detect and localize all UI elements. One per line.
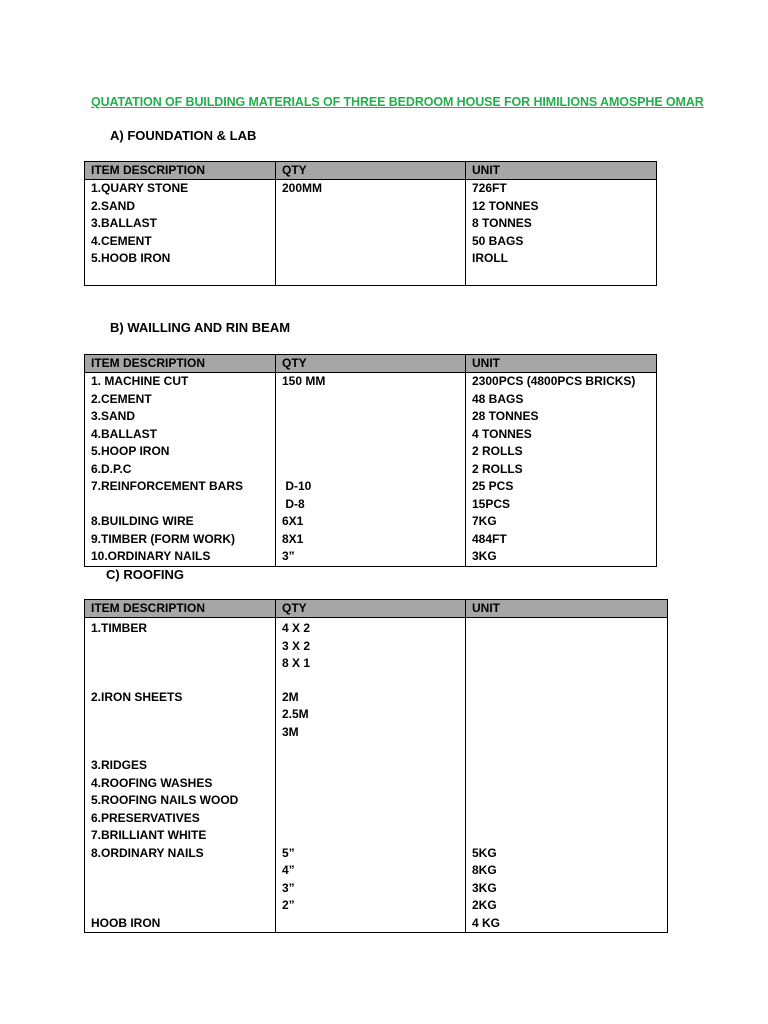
item-column — [85, 618, 276, 933]
unit-value: 7KG — [472, 514, 497, 528]
list-item: 1.TIMBER — [91, 621, 148, 635]
qty-value — [282, 461, 459, 479]
section-c-heading: C) ROOFING — [106, 567, 184, 582]
qty-value: 2” — [282, 898, 295, 912]
list-item: 9.TIMBER (FORM WORK) — [91, 531, 235, 546]
qty-column — [276, 180, 466, 286]
qty-value — [282, 426, 459, 444]
walling-table — [84, 354, 657, 567]
unit-value: IROLL — [472, 251, 508, 265]
list-item: 1. MACHINE CUT — [91, 374, 189, 388]
unit-value: 28 TONNES — [472, 409, 539, 423]
qty-value: 2.5M — [282, 707, 309, 721]
header-unit: UNIT — [466, 355, 657, 373]
list-item: 3.BALLAST — [91, 216, 157, 230]
list-item: 6.PRESERVATIVES — [91, 810, 200, 825]
table-header-row — [85, 355, 657, 373]
list-item: 10.ORDINARY NAILS — [91, 549, 211, 563]
unit-value: 4 KG — [472, 915, 501, 930]
qty-value: 4 X 2 — [282, 621, 311, 635]
qty-value — [282, 408, 459, 426]
table-header-row — [85, 600, 668, 618]
header-unit: UNIT — [466, 162, 657, 180]
unit-value: 50 BAGS — [472, 233, 524, 248]
qty-value — [282, 391, 459, 409]
list-item: 4.CEMENT — [91, 233, 152, 248]
header-item-description: ITEM DESCRIPTION — [85, 162, 276, 180]
header-item-description: ITEM DESCRIPTION — [85, 355, 276, 373]
list-item: 1.QUARY STONE — [91, 181, 189, 195]
unit-value: 2 ROLLS — [472, 444, 523, 458]
unit-column — [466, 180, 657, 286]
foundation-table — [84, 161, 657, 286]
table-row — [85, 180, 657, 286]
unit-value: 2300PCS (4800PCS BRICKS) — [472, 374, 636, 388]
item-column — [85, 180, 276, 286]
qty-value: 8 X 1 — [282, 656, 311, 670]
table-row — [85, 373, 657, 567]
unit-column — [466, 373, 657, 567]
qty-value: 3 X 2 — [282, 638, 311, 653]
list-item: 8.BUILDING WIRE — [91, 514, 194, 528]
qty-value — [282, 443, 459, 461]
list-item: 7.BRILLIANT WHITE — [91, 828, 207, 842]
section-a-heading: A) FOUNDATION & LAB — [110, 128, 257, 143]
list-item: 5.HOOB IRON — [91, 251, 171, 265]
list-item: 8.ORDINARY NAILS — [91, 845, 204, 860]
header-item-description: ITEM DESCRIPTION — [85, 600, 276, 618]
header-qty: QTY — [276, 600, 466, 618]
unit-value: 12 TONNES — [472, 198, 539, 213]
list-item: 5.ROOFING NAILS WOOD — [91, 793, 239, 807]
section-b-heading: B) WAILLING AND RIN BEAM — [110, 320, 291, 335]
qty-column — [276, 618, 466, 933]
qty-value: 6X1 — [282, 514, 304, 528]
qty-value: 3M — [282, 724, 299, 739]
list-item: 3.RIDGES — [91, 758, 148, 772]
unit-value: 484FT — [472, 531, 507, 546]
unit-value: 5KG — [472, 845, 497, 860]
list-item: 7.REINFORCEMENT BARS — [91, 479, 244, 493]
qty-column — [276, 373, 466, 567]
qty-value: 4” — [282, 863, 295, 877]
list-item: 2.SAND — [91, 198, 136, 213]
list-item: 6.D.P.C — [91, 461, 132, 476]
unit-value: 726FT — [472, 181, 507, 195]
qty-value: 2M — [282, 689, 299, 704]
list-item: 2.IRON SHEETS — [91, 689, 183, 704]
qty-value: 3” — [282, 549, 295, 563]
list-item: 3.SAND — [91, 409, 136, 423]
header-unit: UNIT — [466, 600, 668, 618]
qty-value: 8X1 — [282, 531, 304, 546]
unit-column — [466, 618, 668, 933]
list-item: HOOB IRON — [91, 915, 161, 930]
header-qty: QTY — [276, 355, 466, 373]
list-item: 4.ROOFING WASHES — [91, 775, 213, 790]
table-row — [85, 618, 668, 933]
unit-value: 8 TONNES — [472, 216, 532, 230]
qty-value: D-8 — [282, 496, 305, 511]
unit-value: 48 BAGS — [472, 391, 524, 406]
unit-value: 8KG — [472, 863, 497, 877]
unit-value: 3KG — [472, 549, 497, 563]
list-item: 2.CEMENT — [91, 391, 152, 406]
qty-value: 150 MM — [282, 374, 326, 388]
unit-value: 2KG — [472, 898, 497, 912]
unit-value: 2 ROLLS — [472, 461, 523, 476]
table-header-row — [85, 162, 657, 180]
qty-value: 5” — [282, 845, 295, 860]
unit-value: 15PCS — [472, 496, 511, 511]
qty-value: D-10 — [282, 479, 312, 493]
list-item: 4.BALLAST — [91, 426, 157, 441]
qty-value: 3” — [282, 880, 295, 895]
header-qty: QTY — [276, 162, 466, 180]
list-item: 5.HOOP IRON — [91, 444, 170, 458]
document-title: QUATATION OF BUILDING MATERIALS OF THREE BEDROOM HOUSE FOR HIMILIONS AMOSPHE OMAR — [91, 95, 704, 109]
unit-value: 3KG — [472, 880, 497, 895]
qty-value: 200MM — [282, 181, 323, 195]
unit-value: 25 PCS — [472, 479, 514, 493]
unit-value: 4 TONNES — [472, 426, 532, 441]
roofing-table — [84, 599, 668, 933]
list-item — [91, 496, 269, 514]
item-column — [85, 373, 276, 567]
